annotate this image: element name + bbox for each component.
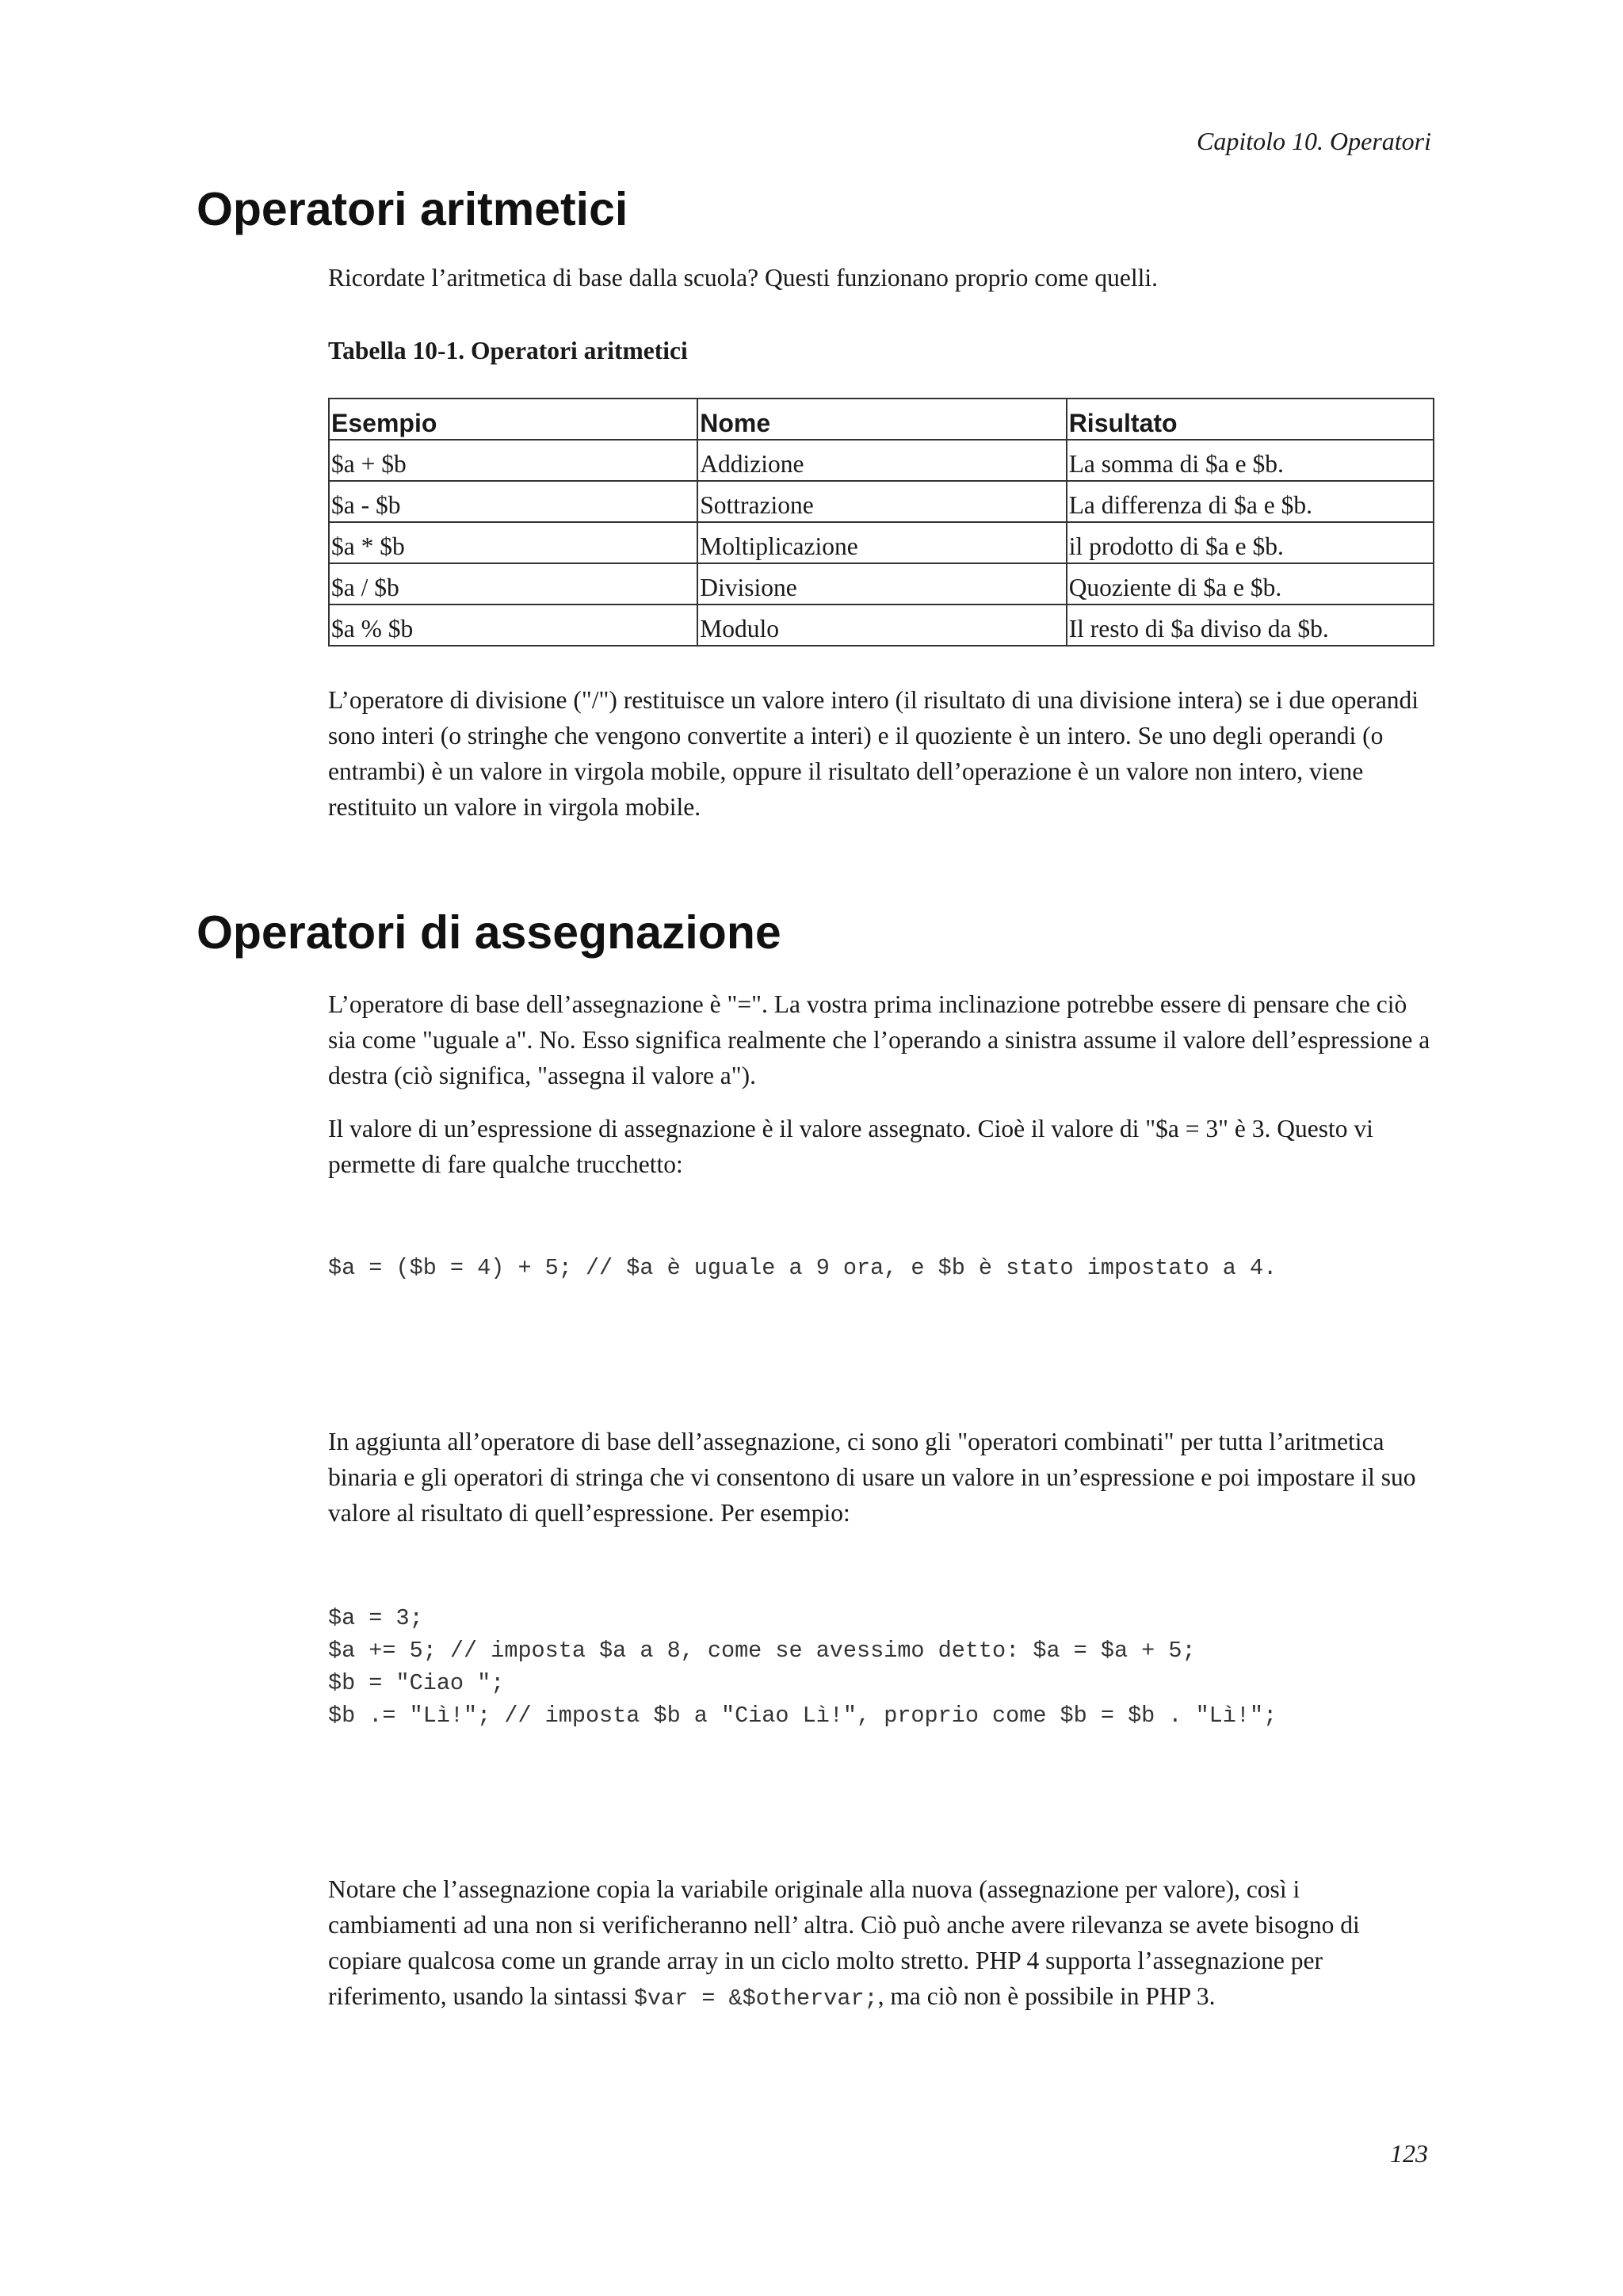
cell-result: La somma di $a e $b. bbox=[1067, 440, 1434, 481]
cell-result: il prodotto di $a e $b. bbox=[1067, 522, 1434, 563]
section-title-assignment-operators: Operatori di assegnazione bbox=[197, 906, 781, 959]
column-header-name: Nome bbox=[697, 399, 1066, 440]
code-line: $b .= "Lì!"; // imposta $b a "Ciao Lì!", proprio come $b = $b . "Lì!"; bbox=[328, 1703, 1277, 1729]
table-row bbox=[329, 440, 1434, 481]
paragraph-text: , ma ciò non è possibile in PHP 3. bbox=[877, 1982, 1216, 2010]
cell-result: Quoziente di $a e $b. bbox=[1067, 563, 1434, 605]
cell-result: Il resto di $a diviso da $b. bbox=[1067, 605, 1434, 646]
assignment-para-1 bbox=[328, 986, 1433, 1093]
code-example-2 bbox=[328, 1602, 1277, 1732]
arithmetic-operators-table bbox=[328, 398, 1434, 646]
cell-name: Divisione bbox=[697, 563, 1066, 605]
division-note-paragraph: L’operatore di divisione ("/") restituisce un valore intero (il risultato di una divisione intera) se i due operandi sono interi (o stringhe che vengono convertite a interi) e il quoziente è un intero. Se uno degli operandi (o entrambi) è un valore in virgola mobile, oppure il risultato dell’operazione è un valore non intero, viene restituito un valore in virgola mobile. bbox=[328, 686, 1419, 821]
cell-example: $a * $b bbox=[329, 522, 697, 563]
cell-example: $a % $b bbox=[329, 605, 697, 646]
cell-result: La differenza di $a e $b. bbox=[1067, 481, 1434, 522]
assignment-value-paragraph: Il valore di un’espressione di assegnazione è il valore assegnato. Cioè il valore di "$a = 3" è 3. Questo vi permette di fare qualche trucchetto: bbox=[328, 1115, 1373, 1178]
cell-example: $a - $b bbox=[329, 481, 697, 522]
table-row bbox=[329, 563, 1434, 605]
inline-code: $var = &$othervar; bbox=[633, 1985, 878, 2012]
table-row bbox=[329, 522, 1434, 563]
cell-example: $a / $b bbox=[329, 563, 697, 605]
assignment-intro-paragraph: L’operatore di base dell’assegnazione è "=". La vostra prima inclinazione potrebbe essere di pensare che ciò sia come "uguale a". No. Esso significa realmente che l’operando a sinistra assume il valore dell’espressione a destra (ciò significa, "assegna il valore a"). bbox=[328, 990, 1430, 1089]
combined-operators-paragraph: In aggiunta all’operatore di base dell’assegnazione, ci sono gli "operatori combinati" per tutta l’aritmetica binaria e gli operatori di stringa che vi consentono di usare un valore in un’espressione e poi impostare il suo valore al risultato di quell’espressione. Per esempio: bbox=[328, 1428, 1416, 1527]
assignment-para-4 bbox=[328, 1871, 1433, 2016]
code-line: $a += 5; // imposta $a a 8, come se avessimo detto: $a = $a + 5; bbox=[328, 1638, 1196, 1664]
page-number: 123 bbox=[1390, 2139, 1428, 2168]
division-note bbox=[328, 682, 1433, 825]
cell-name: Modulo bbox=[697, 605, 1066, 646]
code-line: $b = "Ciao "; bbox=[328, 1670, 505, 1696]
table-caption: Tabella 10-1. Operatori aritmetici bbox=[328, 337, 688, 364]
cell-name: Addizione bbox=[697, 440, 1066, 481]
cell-name: Sottrazione bbox=[697, 481, 1066, 522]
code-example-1 bbox=[328, 1252, 1277, 1284]
code-line: $a = ($b = 4) + 5; // $a è uguale a 9 ora, e $b è stato impostato a 4. bbox=[328, 1255, 1277, 1281]
table-row bbox=[329, 481, 1434, 522]
arithmetic-intro bbox=[328, 260, 1433, 296]
assignment-para-3 bbox=[328, 1424, 1433, 1531]
copy-semantics-paragraph bbox=[328, 1871, 1433, 2016]
section-title-arithmetic-operators: Operatori aritmetici bbox=[197, 183, 628, 235]
cell-example: $a + $b bbox=[329, 440, 697, 481]
code-line: $a = 3; bbox=[328, 1605, 423, 1631]
cell-name: Moltiplicazione bbox=[697, 522, 1066, 563]
table-header-row bbox=[329, 399, 1434, 440]
running-head: Capitolo 10. Operatori bbox=[1196, 127, 1431, 155]
table-row bbox=[329, 605, 1434, 646]
paragraph-text: Notare che l’assegnazione copia la variabile originale alla nuova (assegnazione per valore), così i cambiamenti ad una non si verificheranno nell’ altra. Ciò può anche avere rilevanza se avete bisogno di copiare qualcosa come un grande array in un ciclo molto stretto. PHP 4 supporta l’assegnazione per riferimento, usando la sintassi bbox=[328, 1875, 1360, 2010]
intro-paragraph: Ricordate l’aritmetica di base dalla scuola? Questi funzionano proprio come quelli. bbox=[328, 264, 1159, 292]
column-header-result: Risultato bbox=[1067, 399, 1434, 440]
column-header-example: Esempio bbox=[329, 399, 697, 440]
assignment-para-2 bbox=[328, 1111, 1433, 1182]
